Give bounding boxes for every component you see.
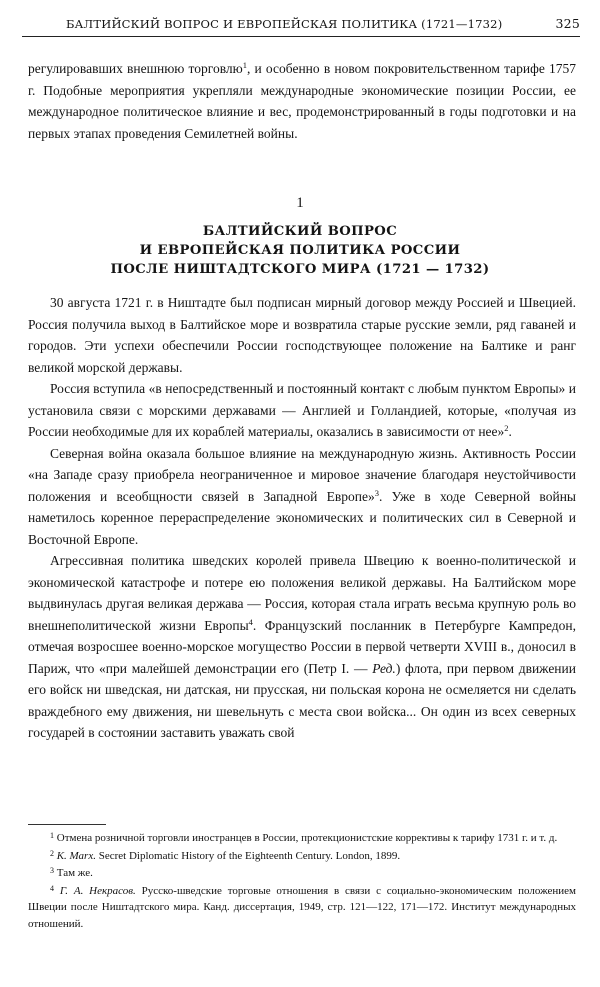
section-title-line: ПОСЛЕ НИШТАДТСКОГО МИРА (1721 — 1732) xyxy=(110,262,490,277)
paragraph-3: Северная война оказала большое влияние на международную жизнь. Активность России «на Западе сразу приобрела неограниченное и мировое значение благодаря неустойчивости положения и всеобщности связей в Западной Европе»$^3$. Уже в ходе Северной войны наметилось коренное перераспределение экономических и политических сил в Северной и Восточной Европе. xyxy=(28,445,576,547)
running-title: БАЛТИЙСКИЙ ВОПРОС И ЕВРОПЕЙСКАЯ ПОЛИТИКА (1721—1732) xyxy=(66,17,503,31)
footnote-4: $^4$ Г. А. Некрасов. Русско-шведские торговые отношения в связи с социально-экономическим положением Швеции после Ништадтского мира. Канд. диссертация, 1949, стр. 121—122, 171—172. Институт международных отношений. xyxy=(28,883,577,930)
footnotes xyxy=(28,830,576,932)
footnote-ref-2[interactable]: 2 xyxy=(504,423,509,433)
section-title-line: И ЕВРОПЕЙСКАЯ ПОЛИТИКА РОССИИ xyxy=(139,243,461,258)
section-title xyxy=(0,222,600,279)
footnote-ref-4[interactable]: 4 xyxy=(248,616,253,627)
section-number: 1 xyxy=(296,195,304,211)
paragraph-1: 30 августа 1721 г. в Ништадте был подписан мирный договор между Россией и Швецией. Россия получила выход в Балтийское море и возвратила старые русские земли, ряд гаваней и городов. Эти успехи обеспечили России господствующее положение на Балтике и ранг великой морской державы. xyxy=(28,295,576,375)
editor-note: Ред. xyxy=(372,660,396,676)
section-title-line: БАЛТИЙСКИЙ ВОПРОС xyxy=(202,224,398,239)
footnote-ref-1[interactable]: 1 xyxy=(242,60,247,70)
footnote-ref-3[interactable]: 3 xyxy=(374,487,379,498)
footnote-3: $^3$ Там же. xyxy=(50,866,93,879)
page-number: 325 xyxy=(555,16,580,31)
paragraph-4: Агрессивная политика шведских королей привела Швецию к военно-политической и экономической катастрофе и потере ею положения великой державы. На Балтийском море выдвинулась другая великая держава — Россия, которая стала играть весьма крупную роль во внешнеполитической жизни Европы$^4$. Французский посланник в Петербурге Кампредон, отмечая возросшее военно-морское могущество России в первой четверти XVIII в., доносил в Париж, что «при малейшей демонстрации его (Петр I. — Ред.) флота, при первом движении его войск ни шведская, ни датская, ни прусская, ни польская корона не осмеляется ни сделать враждебного ему движения, ни шевельнуть с места свои войска... Он один из всех северных государей в состоянии заставить уважать свой xyxy=(28,553,576,740)
main-text xyxy=(28,292,576,744)
footnote-2: $^2$ К. Маrх. Secret Diplomatic History of the Eighteenth Century. London, 1899. xyxy=(50,848,401,862)
footnote-1: $^1$ Отмена розничной торговли иностранцев в России, протекционистские коррективы к тарифу 1731 г. и т. д. xyxy=(50,831,558,844)
intro-paragraph: регулировавших внешнюю торговлю$^1$, и особенно в новом покровительственном тарифе 1757 г. Подобные мероприятия укрепляли международные экономические позиции России, ее международное политическое влияние и вес, продемонстрированный в годы подготовки и на первых этапах проведения Семилетней войны. xyxy=(28,60,577,141)
paragraph-2: Россия вступила «в непосредственный и постоянный контакт с любым пунктом Европы» и установила связи с морскими державами — Англией и Голландией, которые, «получая из России необходимые для их кораблей материалы, оказались в зависимости от нее»$^2$. xyxy=(28,381,576,439)
footnote-separator xyxy=(28,824,106,825)
running-header xyxy=(22,14,580,37)
